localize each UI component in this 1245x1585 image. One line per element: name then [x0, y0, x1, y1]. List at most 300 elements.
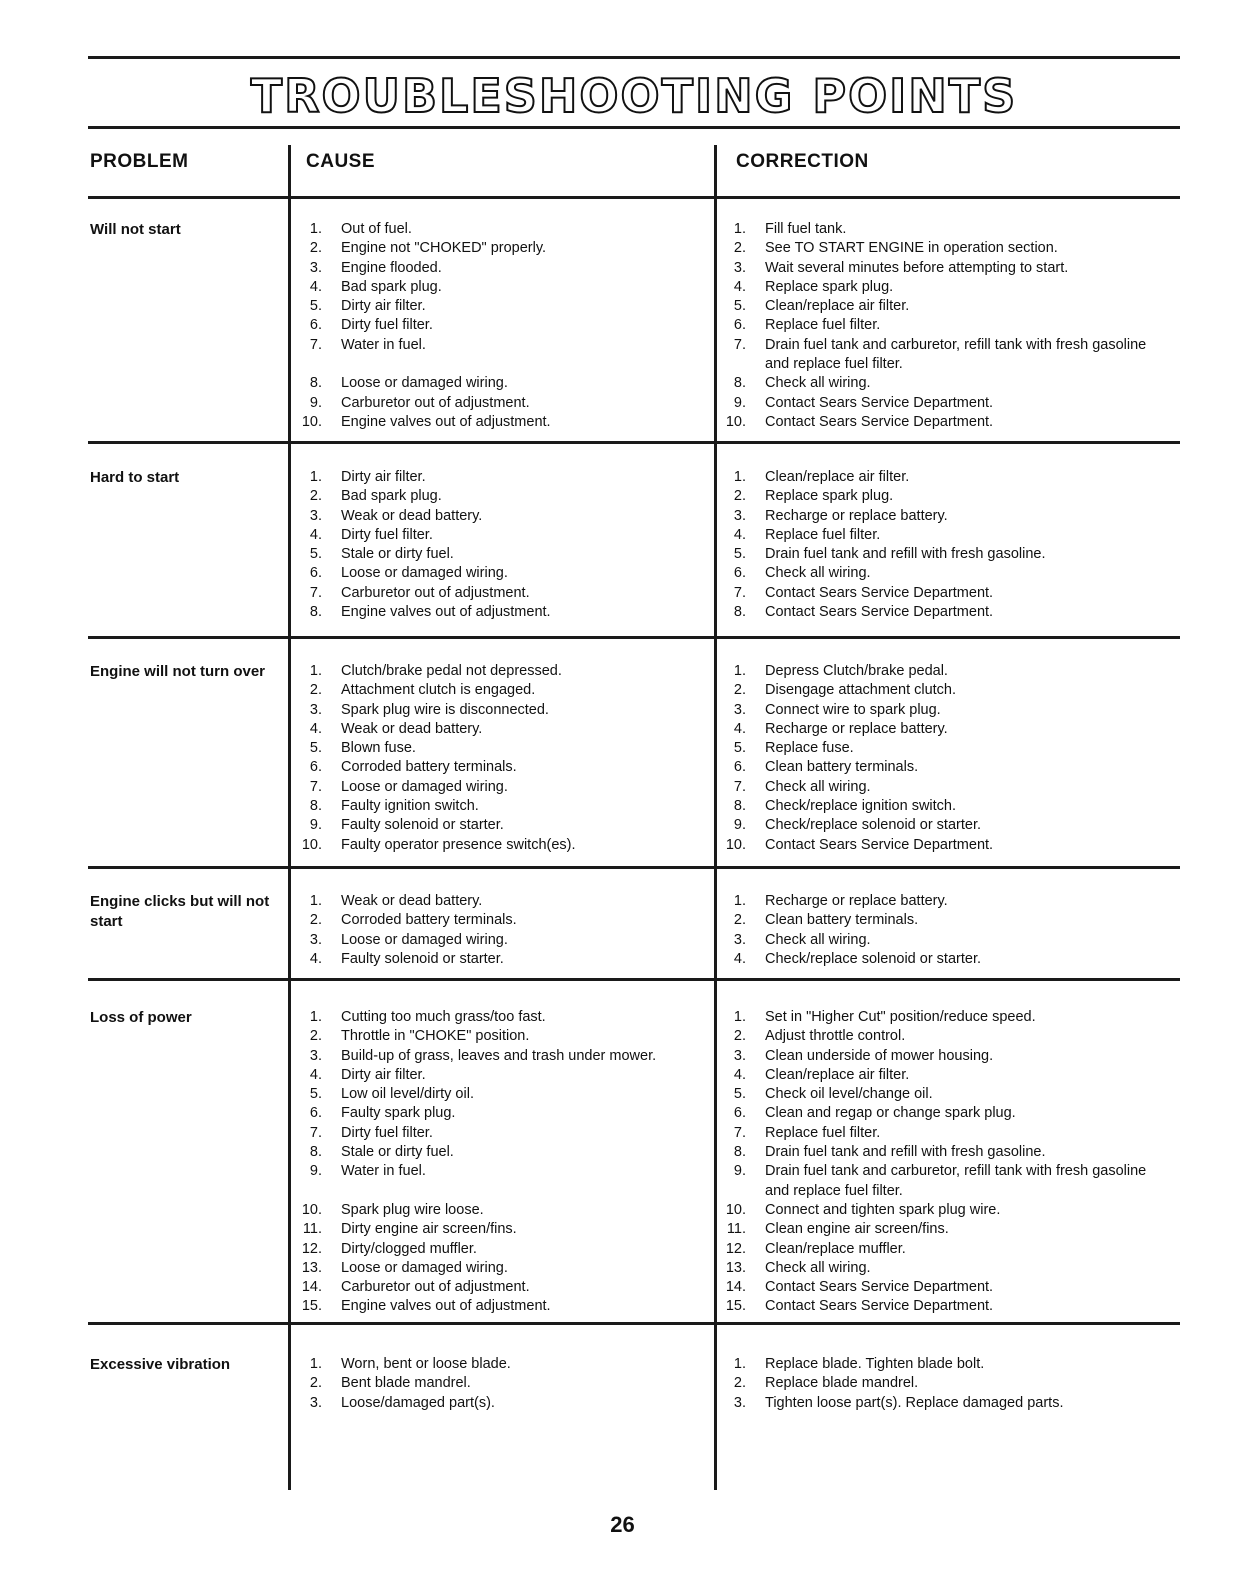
correction-item: [722, 545, 1172, 564]
item-number: 6.: [733, 759, 746, 776]
item-text: Clutch/brake pedal not depressed.: [341, 663, 562, 679]
cause-item: [298, 1085, 708, 1104]
correction-item: [722, 662, 1172, 681]
item-text: Check/replace ignition switch.: [765, 798, 957, 815]
cause-list: [298, 468, 708, 622]
correction-list: [722, 892, 1172, 969]
item-number: 3.: [309, 931, 322, 948]
item-number: 9.: [309, 817, 322, 834]
item-number: 5.: [309, 298, 322, 315]
item-number: 4.: [733, 720, 746, 737]
item-text: Engine valves out of adjustment.: [341, 1298, 551, 1315]
column-divider-2: [714, 145, 717, 1490]
correction-item: [722, 1394, 1172, 1413]
item-number: 9.: [309, 1163, 322, 1180]
item-number: 1.: [309, 893, 322, 909]
cause-item: [298, 892, 708, 911]
correction-list: [722, 220, 1172, 432]
cause-item: [298, 836, 708, 855]
item-number: 6.: [733, 1105, 746, 1122]
cause-item: [298, 701, 708, 720]
item-text: Bad spark plug.: [341, 488, 442, 505]
item-text: Check all wiring.: [765, 565, 871, 582]
top-rule: [88, 56, 1180, 59]
item-text: Water in fuel.: [341, 1163, 426, 1180]
correction-item: [722, 1259, 1172, 1278]
item-text: Loose or damaged wiring.: [341, 375, 508, 392]
item-number: 11.: [726, 1221, 746, 1238]
correction-item: [722, 1220, 1172, 1239]
item-number: 8.: [309, 798, 322, 815]
item-text: Water in fuel.: [341, 336, 426, 353]
item-number: 1.: [733, 469, 746, 485]
correction-item: [722, 1008, 1172, 1027]
item-number: 8.: [733, 1144, 746, 1161]
item-number: 2.: [309, 1375, 322, 1392]
correction-item: [722, 394, 1172, 413]
item-number: 2.: [733, 1028, 746, 1045]
cause-item: [298, 681, 708, 700]
item-number: 5.: [733, 740, 746, 757]
item-text: Replace fuse.: [765, 740, 854, 757]
item-number: 7.: [733, 1124, 746, 1141]
item-text: Weak or dead battery.: [341, 720, 483, 737]
row-rule: [88, 978, 1180, 981]
item-number: 10.: [301, 413, 322, 430]
item-text: Depress Clutch/brake pedal.: [765, 663, 948, 679]
item-number: 3.: [733, 931, 746, 948]
correction-item: [722, 1297, 1172, 1316]
item-number: 1.: [733, 893, 746, 909]
correction-item: [722, 931, 1172, 950]
item-number: 2.: [733, 488, 746, 505]
cause-item: [298, 220, 708, 239]
cause-item: [298, 336, 708, 375]
item-number: 10.: [725, 413, 746, 430]
item-number: 4.: [309, 526, 322, 543]
row-rule: [88, 636, 1180, 639]
item-text: Clean underside of mower housing.: [765, 1047, 994, 1064]
cause-item: [298, 564, 708, 583]
item-text: Replace fuel filter.: [765, 526, 881, 543]
correction-item: [722, 468, 1172, 487]
item-text: Tighten loose part(s). Replace damaged parts.: [765, 1394, 1064, 1411]
item-text: Weak or dead battery.: [341, 507, 483, 524]
correction-item: [722, 374, 1172, 393]
item-number: 2.: [309, 1028, 322, 1045]
item-number: 1.: [309, 663, 322, 679]
item-number: 2.: [733, 1375, 746, 1392]
item-text: Stale or dirty fuel.: [341, 546, 454, 563]
cause-item: [298, 931, 708, 950]
item-number: 10.: [301, 1201, 322, 1218]
column-divider-1: [288, 145, 291, 1490]
correction-list: [722, 468, 1172, 622]
header-rule: [88, 196, 1180, 199]
cause-list: [298, 662, 708, 855]
item-number: 7.: [309, 584, 322, 601]
item-number: 4.: [309, 278, 322, 295]
item-text: Loose or damaged wiring.: [341, 931, 508, 948]
item-number: 1.: [309, 1009, 322, 1025]
item-text: Connect and tighten spark plug wire.: [765, 1201, 1001, 1218]
item-text: Recharge or replace battery.: [765, 893, 948, 909]
item-text: Replace spark plug.: [765, 488, 894, 505]
item-text: Carburetor out of adjustment.: [341, 1279, 530, 1296]
header-cause: CAUSE: [306, 151, 376, 172]
item-number: 3.: [733, 1047, 746, 1064]
item-text: Check/replace solenoid or starter.: [765, 817, 981, 834]
item-number: 14.: [725, 1279, 746, 1296]
correction-item: [722, 758, 1172, 777]
item-text: Attachment clutch is engaged.: [341, 682, 536, 699]
item-number: 6.: [309, 1105, 322, 1122]
item-number: 6.: [733, 565, 746, 582]
item-text: Disengage attachment clutch.: [765, 682, 957, 699]
item-number: 3.: [309, 1047, 322, 1064]
item-number: 9.: [733, 394, 746, 411]
item-number: 15.: [301, 1298, 322, 1315]
correction-item: [722, 1047, 1172, 1066]
item-text: Contact Sears Service Department.: [765, 1298, 994, 1315]
page-title: TROUBLESHOOTING POINTS: [250, 69, 1018, 123]
item-text: Dirty fuel filter.: [341, 1124, 433, 1141]
item-text: Engine flooded.: [341, 259, 442, 276]
correction-item: [722, 239, 1172, 258]
item-number: 2.: [309, 240, 322, 257]
correction-item: [722, 1027, 1172, 1046]
item-number: 2.: [733, 682, 746, 699]
item-text: Connect wire to spark plug.: [765, 701, 941, 718]
item-text: Drain fuel tank and carburetor, refill tank with fresh gasoline and replace fuel filter.: [765, 336, 1147, 373]
item-text: Recharge or replace battery.: [765, 507, 948, 524]
item-number: 3.: [733, 701, 746, 718]
item-number: 12.: [725, 1240, 746, 1257]
item-number: 1.: [733, 221, 746, 237]
correction-item: [722, 892, 1172, 911]
item-number: 5.: [733, 298, 746, 315]
cause-list: [298, 220, 708, 432]
cause-item: [298, 603, 708, 622]
item-text: Clean battery terminals.: [765, 912, 919, 929]
correction-item: [722, 1066, 1172, 1085]
item-number: 9.: [733, 817, 746, 834]
correction-list: [722, 1008, 1172, 1317]
cause-item: [298, 487, 708, 506]
item-number: 7.: [733, 778, 746, 795]
item-text: Weak or dead battery.: [341, 893, 483, 909]
cause-item: [298, 526, 708, 545]
cause-item: [298, 797, 708, 816]
item-number: 1.: [733, 1356, 746, 1372]
item-number: 2.: [309, 912, 322, 929]
item-number: 1.: [309, 221, 322, 237]
header-problem: PROBLEM: [90, 151, 189, 172]
cause-item: [298, 507, 708, 526]
row-rule: [88, 1322, 1180, 1325]
item-number: 11.: [302, 1221, 322, 1238]
item-text: Clean and regap or change spark plug.: [765, 1105, 1016, 1122]
item-text: Contact Sears Service Department.: [765, 836, 994, 853]
problem-label: Loss of power: [90, 1009, 192, 1026]
page-number: 26: [610, 1512, 635, 1537]
item-text: Loose/damaged part(s).: [341, 1394, 495, 1411]
cause-item: [298, 239, 708, 258]
cause-item: [298, 1027, 708, 1046]
item-number: 8.: [309, 604, 322, 621]
item-number: 14.: [301, 1279, 322, 1296]
item-text: Faulty solenoid or starter.: [341, 817, 504, 834]
cause-item: [298, 545, 708, 564]
correction-item: [722, 220, 1172, 239]
item-text: Faulty operator presence switch(es).: [341, 836, 576, 853]
item-text: Carburetor out of adjustment.: [341, 584, 530, 601]
item-text: Stale or dirty fuel.: [341, 1144, 454, 1161]
correction-item: [722, 816, 1172, 835]
cause-item: [298, 584, 708, 603]
correction-item: [722, 950, 1172, 969]
item-text: Faulty spark plug.: [341, 1105, 456, 1122]
title-rule: [88, 126, 1180, 129]
item-number: 4.: [733, 526, 746, 543]
item-text: Loose or damaged wiring.: [341, 565, 508, 582]
item-number: 6.: [733, 317, 746, 334]
cause-item: [298, 413, 708, 432]
item-text: Faulty ignition switch.: [341, 798, 479, 815]
item-number: 7.: [733, 336, 746, 353]
correction-list: [722, 1355, 1172, 1413]
cause-item: [298, 1124, 708, 1143]
item-number: 2.: [733, 912, 746, 929]
item-number: 4.: [733, 950, 746, 967]
item-text: Replace spark plug.: [765, 278, 894, 295]
correction-list: [722, 662, 1172, 855]
item-text: Carburetor out of adjustment.: [341, 394, 530, 411]
item-text: Loose or damaged wiring.: [341, 1259, 508, 1276]
item-text: Out of fuel.: [341, 221, 412, 237]
cause-item: [298, 816, 708, 835]
item-text: Clean/replace air filter.: [765, 298, 910, 315]
correction-item: [722, 681, 1172, 700]
item-number: 1.: [733, 663, 746, 679]
item-number: 6.: [309, 317, 322, 334]
cause-item: [298, 1240, 708, 1259]
item-text: Clean/replace air filter.: [765, 1066, 910, 1083]
item-text: Clean battery terminals.: [765, 759, 919, 776]
item-number: 5.: [309, 546, 322, 563]
cause-item: [298, 1297, 708, 1316]
correction-item: [722, 1240, 1172, 1259]
item-number: 10.: [725, 1201, 746, 1218]
item-text: Dirty air filter.: [341, 298, 426, 315]
item-text: Faulty solenoid or starter.: [341, 950, 504, 967]
correction-item: [722, 1143, 1172, 1162]
cause-list: [298, 892, 708, 969]
item-text: Contact Sears Service Department.: [765, 413, 994, 430]
item-text: Replace blade mandrel.: [765, 1375, 919, 1392]
correction-item: [722, 603, 1172, 622]
item-number: 2.: [733, 240, 746, 257]
item-text: Dirty fuel filter.: [341, 317, 433, 334]
cause-item: [298, 1220, 708, 1239]
correction-item: [722, 701, 1172, 720]
cause-item: [298, 1355, 708, 1374]
cause-item: [298, 1104, 708, 1123]
item-text: Check/replace solenoid or starter.: [765, 950, 981, 967]
item-text: Engine not "CHOKED" properly.: [341, 240, 547, 257]
cause-item: [298, 468, 708, 487]
cause-list: [298, 1355, 708, 1413]
correction-item: [722, 316, 1172, 335]
correction-item: [722, 564, 1172, 583]
correction-item: [722, 1355, 1172, 1374]
correction-item: [722, 720, 1172, 739]
item-number: 8.: [733, 798, 746, 815]
correction-item: [722, 297, 1172, 316]
item-number: 7.: [309, 1124, 322, 1141]
item-text: Check oil level/change oil.: [765, 1086, 933, 1103]
cause-item: [298, 394, 708, 413]
item-text: Spark plug wire loose.: [341, 1201, 484, 1218]
item-number: 13.: [725, 1259, 746, 1276]
cause-item: [298, 259, 708, 278]
item-text: Dirty/clogged muffler.: [341, 1240, 477, 1257]
item-number: 4.: [733, 278, 746, 295]
cause-item: [298, 758, 708, 777]
item-text: Engine valves out of adjustment.: [341, 604, 551, 621]
cause-item: [298, 297, 708, 316]
item-text: Bent blade mandrel.: [341, 1375, 471, 1392]
correction-item: [722, 778, 1172, 797]
problem-label: Engine will not turn over: [90, 663, 266, 680]
correction-item: [722, 278, 1172, 297]
cause-item: [298, 1162, 708, 1201]
item-text: Replace fuel filter.: [765, 317, 881, 334]
item-number: 9.: [733, 1163, 746, 1180]
correction-item: [722, 507, 1172, 526]
problem-label: Will not start: [90, 221, 181, 238]
item-text: See TO START ENGINE in operation section.: [765, 240, 1058, 257]
correction-item: [722, 1124, 1172, 1143]
item-text: Spark plug wire is disconnected.: [341, 701, 549, 718]
cause-item: [298, 1394, 708, 1413]
correction-item: [722, 1201, 1172, 1220]
cause-item: [298, 1143, 708, 1162]
cause-item: [298, 316, 708, 335]
item-text: Drain fuel tank and carburetor, refill tank with fresh gasoline and replace fuel filter.: [765, 1163, 1147, 1199]
item-text: Worn, bent or loose blade.: [341, 1356, 511, 1372]
item-text: Fill fuel tank.: [765, 221, 847, 237]
row-rule: [88, 441, 1180, 444]
item-number: 3.: [309, 1394, 322, 1411]
item-text: Blown fuse.: [341, 740, 416, 757]
item-text: Contact Sears Service Department.: [765, 604, 994, 621]
item-text: Loose or damaged wiring.: [341, 778, 508, 795]
item-number: 5.: [309, 740, 322, 757]
item-text: Drain fuel tank and refill with fresh gasoline.: [765, 1144, 1046, 1161]
item-number: 4.: [309, 950, 322, 967]
item-number: 9.: [309, 394, 322, 411]
cause-item: [298, 1047, 708, 1066]
item-text: Build-up of grass, leaves and trash under mower.: [341, 1047, 657, 1064]
item-number: 5.: [309, 1086, 322, 1103]
correction-item: [722, 1374, 1172, 1393]
cause-item: [298, 1008, 708, 1027]
item-text: Replace blade. Tighten blade bolt.: [765, 1356, 985, 1372]
item-text: Check all wiring.: [765, 778, 871, 795]
item-number: 3.: [733, 259, 746, 276]
item-number: 1.: [309, 469, 322, 485]
correction-item: [722, 739, 1172, 758]
item-number: 10.: [301, 836, 322, 853]
item-text: Clean engine air screen/fins.: [765, 1221, 949, 1238]
cause-item: [298, 662, 708, 681]
item-number: 8.: [309, 375, 322, 392]
correction-item: [722, 797, 1172, 816]
correction-item: [722, 836, 1172, 855]
item-number: 15.: [725, 1298, 746, 1315]
item-number: 5.: [733, 1086, 746, 1103]
correction-item: [722, 259, 1172, 278]
item-number: 4.: [733, 1066, 746, 1083]
item-text: Contact Sears Service Department.: [765, 1279, 994, 1296]
item-text: Contact Sears Service Department.: [765, 584, 994, 601]
item-number: 3.: [733, 1394, 746, 1411]
correction-item: [722, 336, 1172, 375]
item-text: Corroded battery terminals.: [341, 912, 517, 929]
item-number: 7.: [309, 336, 322, 353]
item-number: 5.: [733, 546, 746, 563]
correction-item: [722, 911, 1172, 930]
correction-item: [722, 413, 1172, 432]
cause-item: [298, 1374, 708, 1393]
item-number: 13.: [301, 1259, 322, 1276]
cause-item: [298, 1201, 708, 1220]
item-number: 8.: [733, 375, 746, 392]
item-number: 1.: [309, 1356, 322, 1372]
cause-item: [298, 374, 708, 393]
cause-item: [298, 1278, 708, 1297]
item-number: 3.: [309, 259, 322, 276]
correction-item: [722, 1104, 1172, 1123]
item-text: Check all wiring.: [765, 931, 871, 948]
cause-item: [298, 911, 708, 930]
item-text: Dirty air filter.: [341, 469, 426, 485]
item-number: 10.: [725, 836, 746, 853]
item-text: Set in "Higher Cut" position/reduce speed.: [765, 1009, 1036, 1025]
item-number: 8.: [733, 604, 746, 621]
item-text: Check all wiring.: [765, 375, 871, 392]
cause-item: [298, 778, 708, 797]
item-number: 4.: [309, 1066, 322, 1083]
problem-label: Excessive vibration: [90, 1356, 231, 1373]
item-text: Check all wiring.: [765, 1259, 871, 1276]
item-number: 6.: [309, 565, 322, 582]
cause-item: [298, 278, 708, 297]
item-text: Bad spark plug.: [341, 278, 442, 295]
item-text: Clean/replace air filter.: [765, 469, 910, 485]
item-text: Engine valves out of adjustment.: [341, 413, 551, 430]
correction-item: [722, 1278, 1172, 1297]
row-rule: [88, 866, 1180, 869]
item-text: Adjust throttle control.: [765, 1028, 906, 1045]
cause-item: [298, 1066, 708, 1085]
item-text: Corroded battery terminals.: [341, 759, 517, 776]
cause-list: [298, 1008, 708, 1317]
item-text: Dirty engine air screen/fins.: [341, 1221, 517, 1238]
item-text: Dirty air filter.: [341, 1066, 426, 1083]
correction-item: [722, 1162, 1172, 1201]
